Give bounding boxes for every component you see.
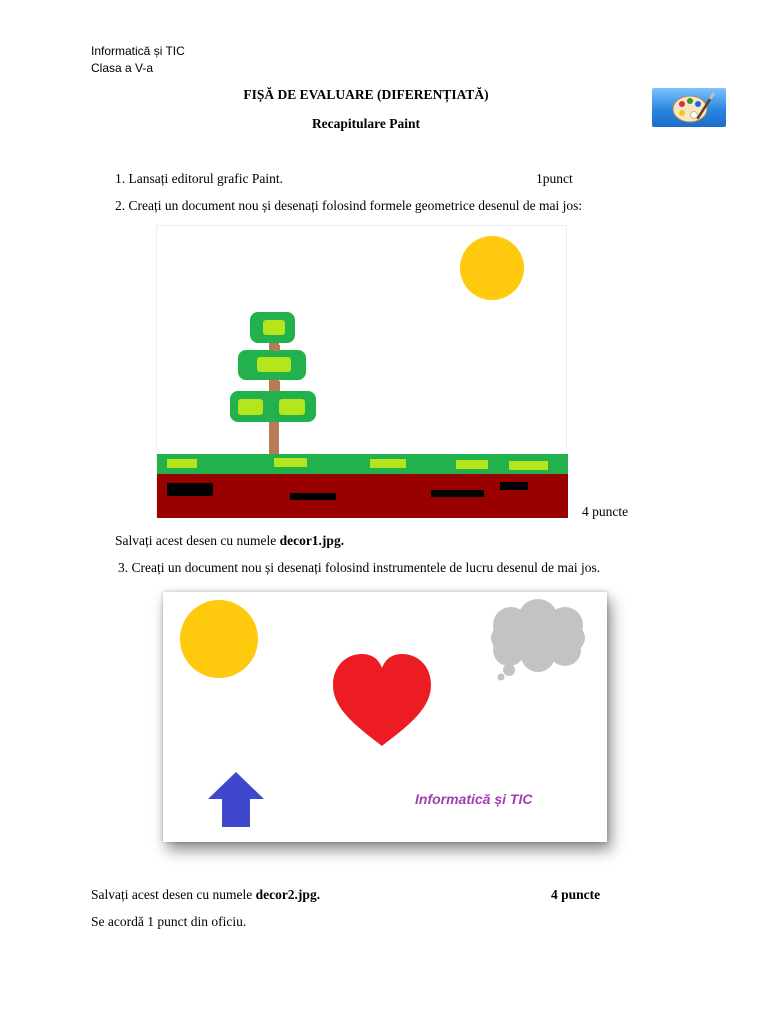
paint-palette-icon: [652, 88, 726, 127]
grass-strip: [157, 454, 568, 474]
sun-shape-2: [180, 600, 258, 678]
save-2-instruction: [91, 886, 320, 904]
class-header: Clasa a V-a: [91, 61, 154, 75]
task-3-text: 3. Creați un document nou și desenați folosind instrumentele de lucru desenul de mai jos.: [118, 560, 601, 575]
save-2-filename: decor2.jpg.: [255, 887, 321, 902]
up-arrow-shape: [208, 772, 264, 827]
soil-strip: [157, 474, 568, 518]
save-1-filename: decor1.jpg.: [279, 533, 345, 548]
save-2-points: 4 puncte: [551, 887, 601, 902]
drawing-1-landscape: [156, 225, 567, 517]
drawing-2-shapes: [163, 592, 607, 842]
task-2-points: 4 puncte: [582, 504, 629, 519]
drawing-2-label: Informatică și TIC: [415, 791, 533, 807]
save-1-instruction: [115, 532, 344, 550]
save-1-prefix: Salvați acest desen cu numele: [115, 533, 280, 548]
page-subtitle: Recapitulare Paint: [311, 116, 421, 131]
save-2-prefix: Salvați acest desen cu numele: [91, 887, 256, 902]
sun-shape: [460, 236, 524, 300]
task-2-text: 2. Creați un document nou și desenați folosind formele geometrice desenul de mai jos:: [115, 198, 583, 213]
thought-cloud-shape: [491, 599, 585, 681]
heart-shape: [333, 654, 431, 746]
page-title: FIȘĂ DE EVALUARE (DIFERENȚIATĂ): [243, 87, 489, 102]
task-1-points: 1punct: [536, 171, 573, 186]
footer-note: Se acordă 1 punct din oficiu.: [91, 914, 247, 929]
task-1-text: 1. Lansați editorul grafic Paint.: [115, 171, 283, 186]
subject-header: Informatică și TIC: [91, 44, 185, 58]
